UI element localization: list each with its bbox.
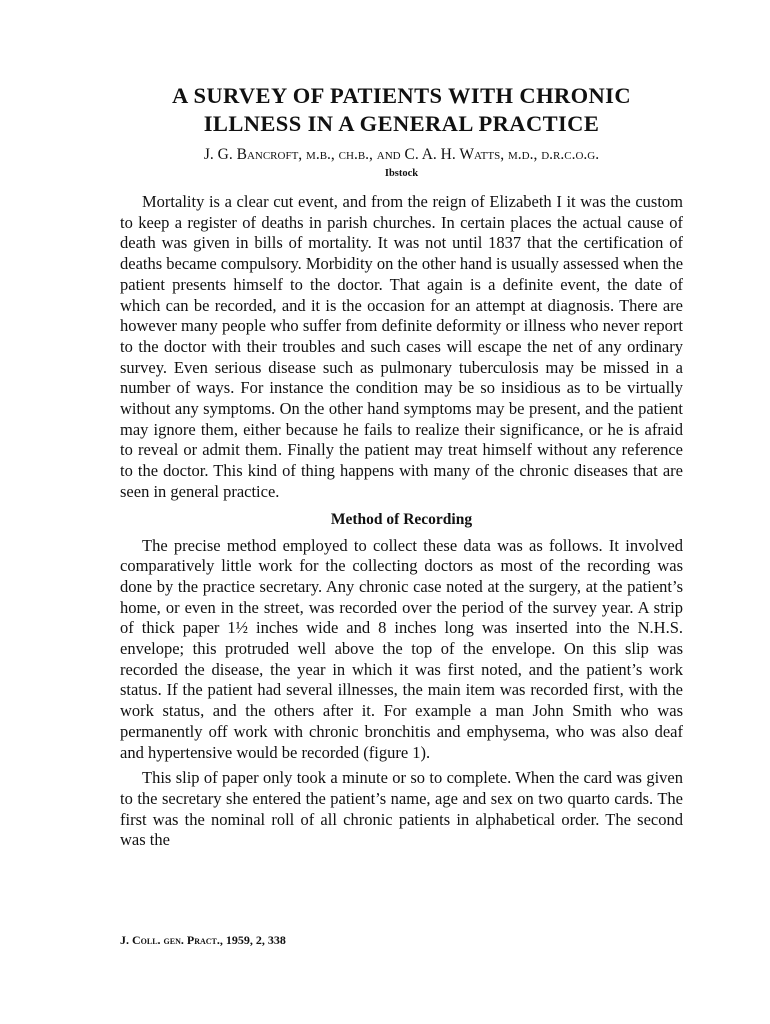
journal-citation [120,933,286,948]
intro-paragraph: Mortality is a clear cut event, and from the reign of Elizabeth I it was the custom to keep a register of deaths in parish churches. In certain places the actual cause of death was given in bills of mortality. It was not until 1837 that the certification of deaths became compulsory. Morbidity on the other hand is usually assessed when the patient presents himself to the doctor. That again is a definite event, the date of which can be recorded, and it is the occasion for an attempt at diagnosis. There are however many people who suffer from definite deformity or illness who never report to the doctor with their troubles and such cases will escape the net of any ordinary survey. Even serious disease such as pulmonary tuberculosis may be missed in a number of ways. For instance the condition may be so insidious as to be virtually without any symptoms. On the other hand symptoms may be present, and the patient may ignore them, either because he fails to realize their significance, or he is afraid to reveal or admit them. Finally the patient may treat himself without any reference to the doctor. This kind of thing happens with many of the chronic diseases that are seen in general practice. [120,192,684,501]
authors-text: J. G. Bancroft, m.b., ch.b., and C. A. H. Watts, m.d., d.r.c.o.g. [203,146,600,163]
slip-paragraph: This slip of paper only took a minute or so to complete. When the card was given to the secretary she entered the patient’s name, age and sex on two quarto cards. The first was the nominal roll of all chronic patients in alphabetical order. The second was the [120,768,683,850]
title-line-1: A SURVEY OF PATIENTS WITH CHRONIC [172,83,631,108]
article-title [120,82,683,138]
author-line [120,145,683,165]
section-heading: Method of Recording [330,510,473,528]
citation-text: J. Coll. gen. Pract., 1959, 2, 338 [120,933,286,947]
article-page [120,82,683,851]
title-line-2: ILLNESS IN A GENERAL PRACTICE [203,111,600,136]
method-paragraph: The precise method employed to collect these data was as follows. It involved comparatively little work for the collecting doctors as most of the recording was done by the practice secretary. Any chronic case noted at the surgery, at the patient’s home, or even in the street, was recorded over the period of the survey year. A strip of thick paper 1½ inches wide and 8 inches long was inserted into the N.H.S. envelope; this protruded well above the top of the envelope. On this slip was recorded the disease, the year in which it was first noted, and the patient’s work status. If the patient had several illnesses, the main item was recorded first, with the work status, and the others after it. For example a man John Smith who was permanently off work with chronic bronchitis and emphysema, who was also deaf and hypertensive would be recorded (figure 1). [120,535,683,762]
author-location: Ibstock [384,168,419,179]
